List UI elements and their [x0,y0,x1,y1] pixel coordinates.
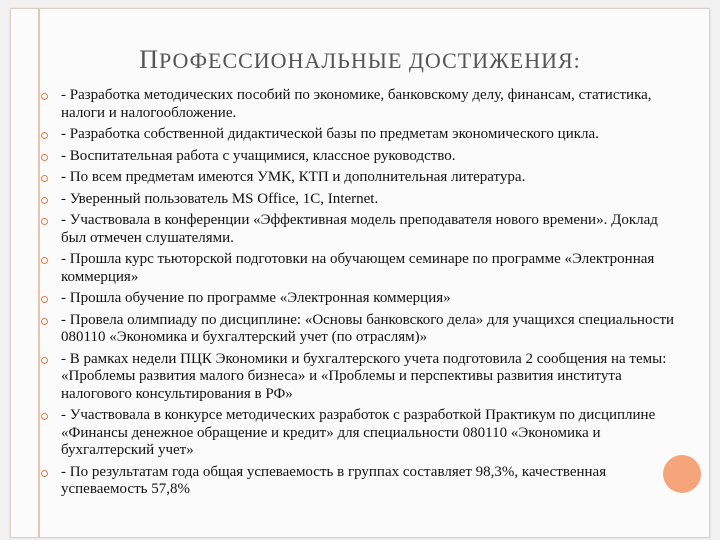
bullet-icon [41,154,48,161]
list-item-text: - Разработка методических пособий по экономике, банковскому делу, финансам, статистика, налоги и налогообложение. [61,87,652,121]
list-item-text: - По результатам года общая успеваемость в группах составляет 98,3%, качественная успеваемость 57,8% [61,463,607,497]
list-item-text: - Разработка собственной дидактической базы по предметам экономического цикла. [61,126,599,142]
bullet-icon [41,218,48,225]
list-item [41,464,681,499]
title-first-letter: П [139,45,159,74]
list-item [41,148,681,166]
list-item-text: - Прошла курс тьюторской подготовки на обучающем семинаре по программе «Электронная коммерция» [61,251,655,285]
list-item-text: - По всем предметам имеются УМК, КТП и дополнительная литература. [61,169,526,185]
list-item [41,87,681,122]
title-rest: РОФЕССИОНАЛЬНЫЕ ДОСТИЖЕНИЯ: [158,48,581,73]
list-item [41,312,681,347]
decorative-side-line [38,9,40,537]
list-item [41,191,681,209]
list-item-text: - Участвовала в конкурсе методических разработок с разработкой Практикум по дисциплине «Финансы денежное обращение и кредит» для специальности 080110 «Экономика и бухгалтерский учет» [61,407,656,458]
list-item [41,126,681,144]
list-item [41,290,681,308]
list-item [41,251,681,286]
bullet-icon [41,132,48,139]
list-item [41,169,681,187]
bullet-icon [41,257,48,264]
list-item-text: - Воспитательная работа с учащимися, классное руководство. [61,147,456,164]
bullet-icon [41,318,48,325]
bullet-icon [41,197,48,204]
list-item-text: - Прошла обучение по программе «Электронная коммерция» [61,290,451,306]
list-item-text: - Провела олимпиаду по дисциплине: «Основы банковского дела» для учащихся специальности 080110 «Экономика и бухгалтерский учет (по отраслям)» [61,311,675,345]
list-item [41,407,681,460]
list-item [41,212,681,247]
slide-title [11,45,709,75]
bullet-icon [41,470,48,477]
bullet-icon [41,296,48,303]
slide [10,8,710,538]
bullet-icon [41,93,48,100]
achievements-list [41,87,681,503]
bullet-icon [41,357,48,364]
bullet-icon [41,175,48,182]
list-item [41,351,681,404]
bullet-icon [41,413,48,420]
decorative-circle [663,455,701,493]
list-item-text: - Участвовала в конференции «Эффективная модель преподавателя нового времени». Доклад был отмечен слушателями. [61,212,658,246]
list-item-text: - Уверенный пользователь MS Office, 1C, Internet. [61,190,379,207]
list-item-text: - В рамках недели ПЦК Экономики и бухгалтерского учета подготовила 2 сообщения на темы: «Проблемы развития малого бизнеса» и «Проблемы и перспективы развития института налогового консультирования в РФ» [61,350,667,402]
